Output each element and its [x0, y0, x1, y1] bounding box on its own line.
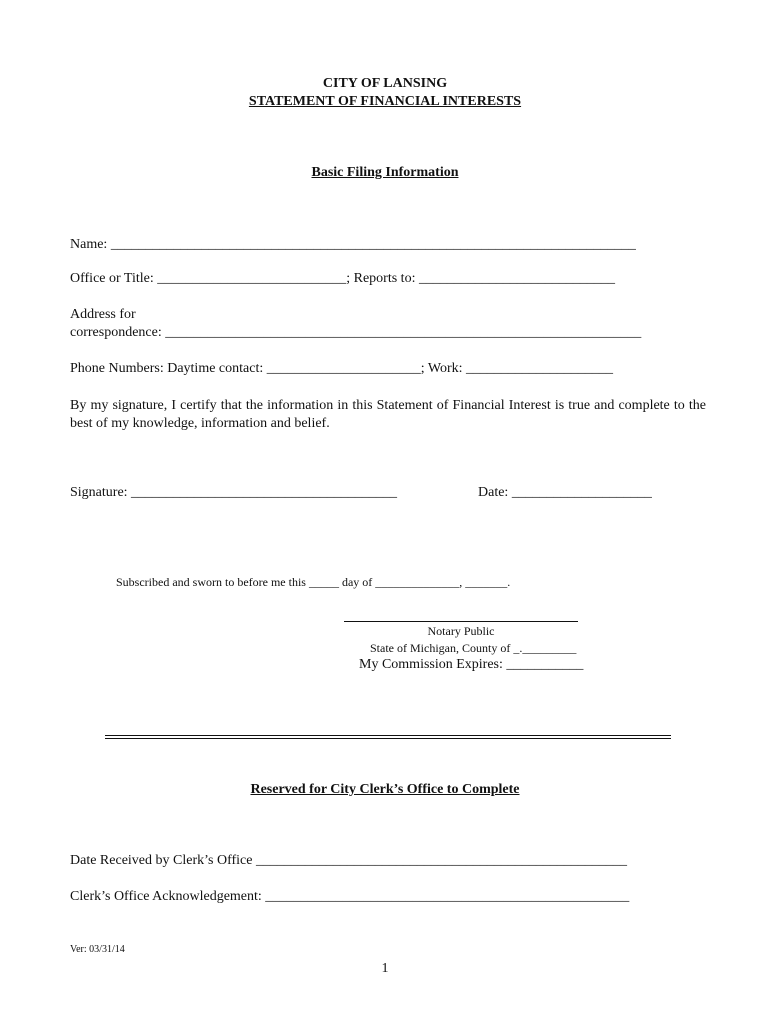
date-field[interactable]: Date: ____________________: [478, 485, 652, 500]
office-title-field[interactable]: Office or Title: ___________________________; Reports to: ____________________________: [70, 271, 615, 286]
notary-signature-line[interactable]: [344, 621, 578, 622]
sworn-statement[interactable]: Subscribed and sworn to before me this _____ day of ______________, _______.: [116, 575, 511, 589]
statement-title: STATEMENT OF FINANCIAL INTERESTS: [248, 94, 522, 109]
commission-expires-field[interactable]: My Commission Expires: ___________: [359, 657, 584, 672]
signature-field[interactable]: Signature: ______________________________________: [70, 485, 398, 500]
address-label: Address for: [70, 307, 136, 322]
date-received-field[interactable]: Date Received by Clerk’s Office _____________________________________________________: [70, 853, 627, 868]
phone-numbers-field[interactable]: Phone Numbers: Daytime contact: ______________________; Work: _____________________: [70, 361, 614, 376]
page-number: 1: [381, 961, 389, 976]
basic-filing-heading: Basic Filing Information: [311, 165, 459, 180]
address-field[interactable]: correspondence: ____________________________________________________________________: [70, 325, 642, 340]
divider-top: [105, 735, 671, 736]
version-label: Ver: 03/31/14: [70, 944, 125, 955]
reserved-heading: Reserved for City Clerk’s Office to Complete: [250, 782, 520, 797]
name-field[interactable]: Name: ___________________________________________________________________________: [70, 237, 636, 252]
notary-public-label: Notary Public: [427, 624, 495, 638]
divider-bottom: [105, 738, 671, 739]
acknowledgement-field[interactable]: Clerk’s Office Acknowledgement: ____________________________________________________: [70, 889, 630, 904]
county-field[interactable]: State of Michigan, County of _._________: [370, 641, 577, 655]
city-heading: CITY OF LANSING: [322, 76, 448, 91]
certification-text: By my signature, I certify that the information in this Statement of Financial Interest is true and complete to the best of my knowledge, information and belief.: [70, 398, 706, 431]
